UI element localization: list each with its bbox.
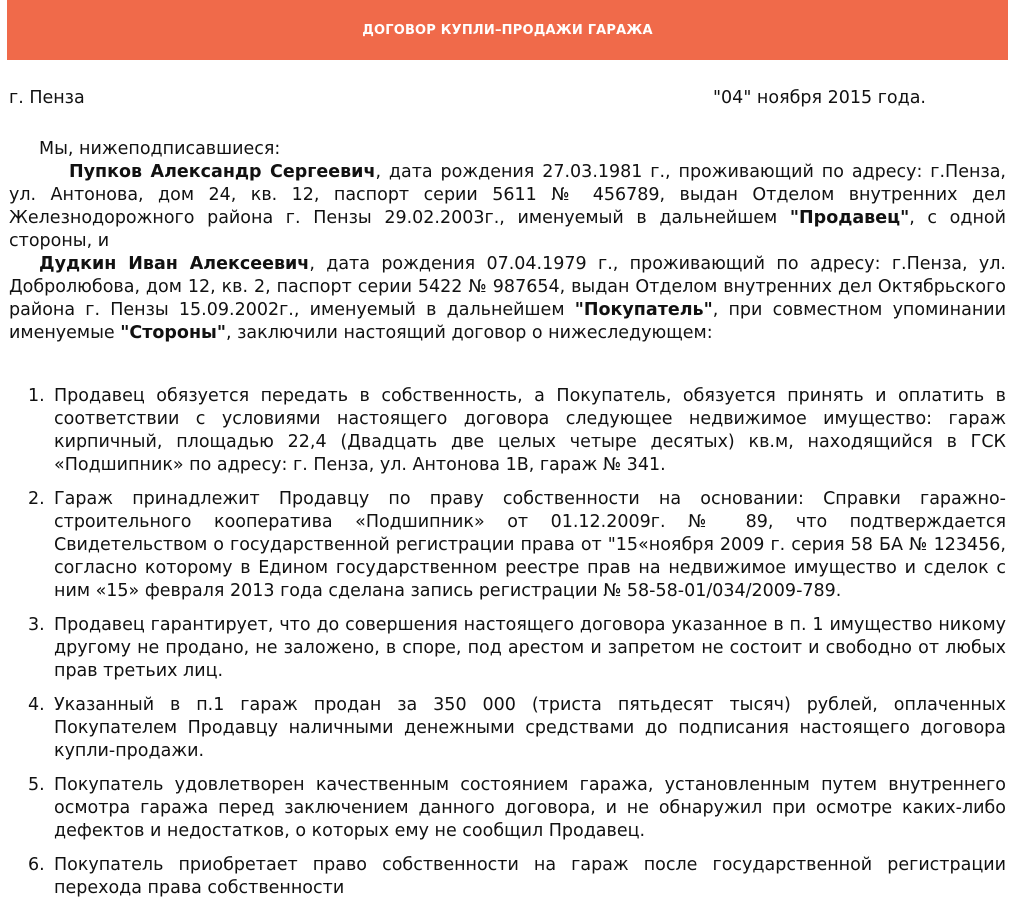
term-item xyxy=(0,614,1006,683)
closing-text: , заключили настоящий договор о нижеследующем: xyxy=(225,323,713,343)
term-number: 6. xyxy=(28,855,45,875)
seller-name: Пупков Александр Сергеевич xyxy=(69,162,376,182)
buyer-tail: , при совместном упоминании именуемые xyxy=(9,300,1007,343)
document-title: ДОГОВОР КУПЛИ–ПРОДАЖИ ГАРАЖА xyxy=(362,22,653,38)
place: г. Пенза xyxy=(9,88,85,108)
term-item xyxy=(0,774,1006,843)
term-item xyxy=(0,694,1006,763)
document-title-banner xyxy=(7,0,1008,60)
term-text: Указанный в п.1 гараж продан за 350 000 (триста пятьдесят тысяч) рублей, оплаченных Покупателем Продавцу наличными денежными средствами до подписания настоящего договора купли-продажи. xyxy=(54,695,1006,761)
seller-details: , дата рождения 27.03.1981 г., проживающий по адресу: г.Пенза, ул. Антонова, дом 24, кв. 12, паспорт серии 5611 № 456789, выдан Отделом внутренних дел Железнодорожного района г. Пензы 29.02.2003г., именуемый в дальнейшем xyxy=(9,162,1006,228)
term-number: 1. xyxy=(28,386,45,406)
term-item xyxy=(0,385,1006,477)
term-number: 3. xyxy=(28,615,45,635)
contract-date: "04" ноября 2015 года. xyxy=(713,88,926,108)
contract-terms-list xyxy=(0,385,1006,911)
intro-paragraph: Мы, нижеподписавшиеся: xyxy=(39,139,281,159)
buyer-paragraph xyxy=(9,253,1006,345)
term-text: Покупатель приобретает право собственности на гараж после государственной регистрации перехода права собственности xyxy=(54,855,1006,898)
term-item xyxy=(0,854,1006,900)
buyer-name: Дудкин Иван Алексеевич xyxy=(39,254,310,274)
term-number: 5. xyxy=(28,775,45,795)
place-date-line xyxy=(9,86,1009,110)
parties-section xyxy=(9,138,1006,345)
seller-paragraph xyxy=(9,161,1006,253)
term-number: 2. xyxy=(28,489,45,509)
buyer-details: , дата рождения 07.04.1979 г., проживающий по адресу: г.Пенза, ул. Добролюбова, дом 12, кв. 2, паспорт серии 5422 № 987654, выдан Отделом внутренних дел Октябрьского района г. Пензы 15.09.2002г., именуемый в дальнейшем xyxy=(9,254,1006,320)
term-text: Продавец гарантирует, что до совершения настоящего договора указанное в п. 1 имущество никому другому не продано, не заложено, в споре, под арестом и запретом не состоит и свободно от любых прав третьих лиц. xyxy=(54,615,1006,681)
seller-role: "Продавец" xyxy=(789,208,910,228)
term-text: Продавец обязуется передать в собственность, а Покупатель, обязуется принять и оплатить в соответствии с условиями настоящего договора следующее недвижимое имущество: гараж кирпичный, площадью 22,4 (Двадцать две целых четыре десятых) кв.м, находящийся в ГСК «Подшипник» по адресу: г. Пенза, ул. Антонова 1В, гараж № 341. xyxy=(54,386,1006,475)
term-text: Покупатель удовлетворен качественным состоянием гаража, установленным путем внутреннего осмотра гаража перед заключением данного договора, и не обнаружил при осмотре каких-либо дефектов и недостатков, о которых ему не сообщил Продавец. xyxy=(54,775,1006,841)
parties-term: "Стороны" xyxy=(120,323,226,343)
term-text: Гараж принадлежит Продавцу по праву собственности на основании: Справки гаражно-строительного кооператива «Подшипник» от 01.12.2009г. № 89, что подтверждается Свидетельством о государственной регистрации права от "15«ноября 2009 г. серия 58 БА № 123456, согласно которому в Едином государственном реестре прав на недвижимое имущество и сделок с ним «15» февраля 2013 года сделана запись регистрации № 58-58-01/034/2009-789. xyxy=(54,489,1006,601)
term-number: 4. xyxy=(28,695,45,715)
buyer-role: "Покупатель" xyxy=(574,300,713,320)
seller-tail: , с одной стороны, и xyxy=(9,208,1006,251)
term-item xyxy=(0,488,1006,603)
